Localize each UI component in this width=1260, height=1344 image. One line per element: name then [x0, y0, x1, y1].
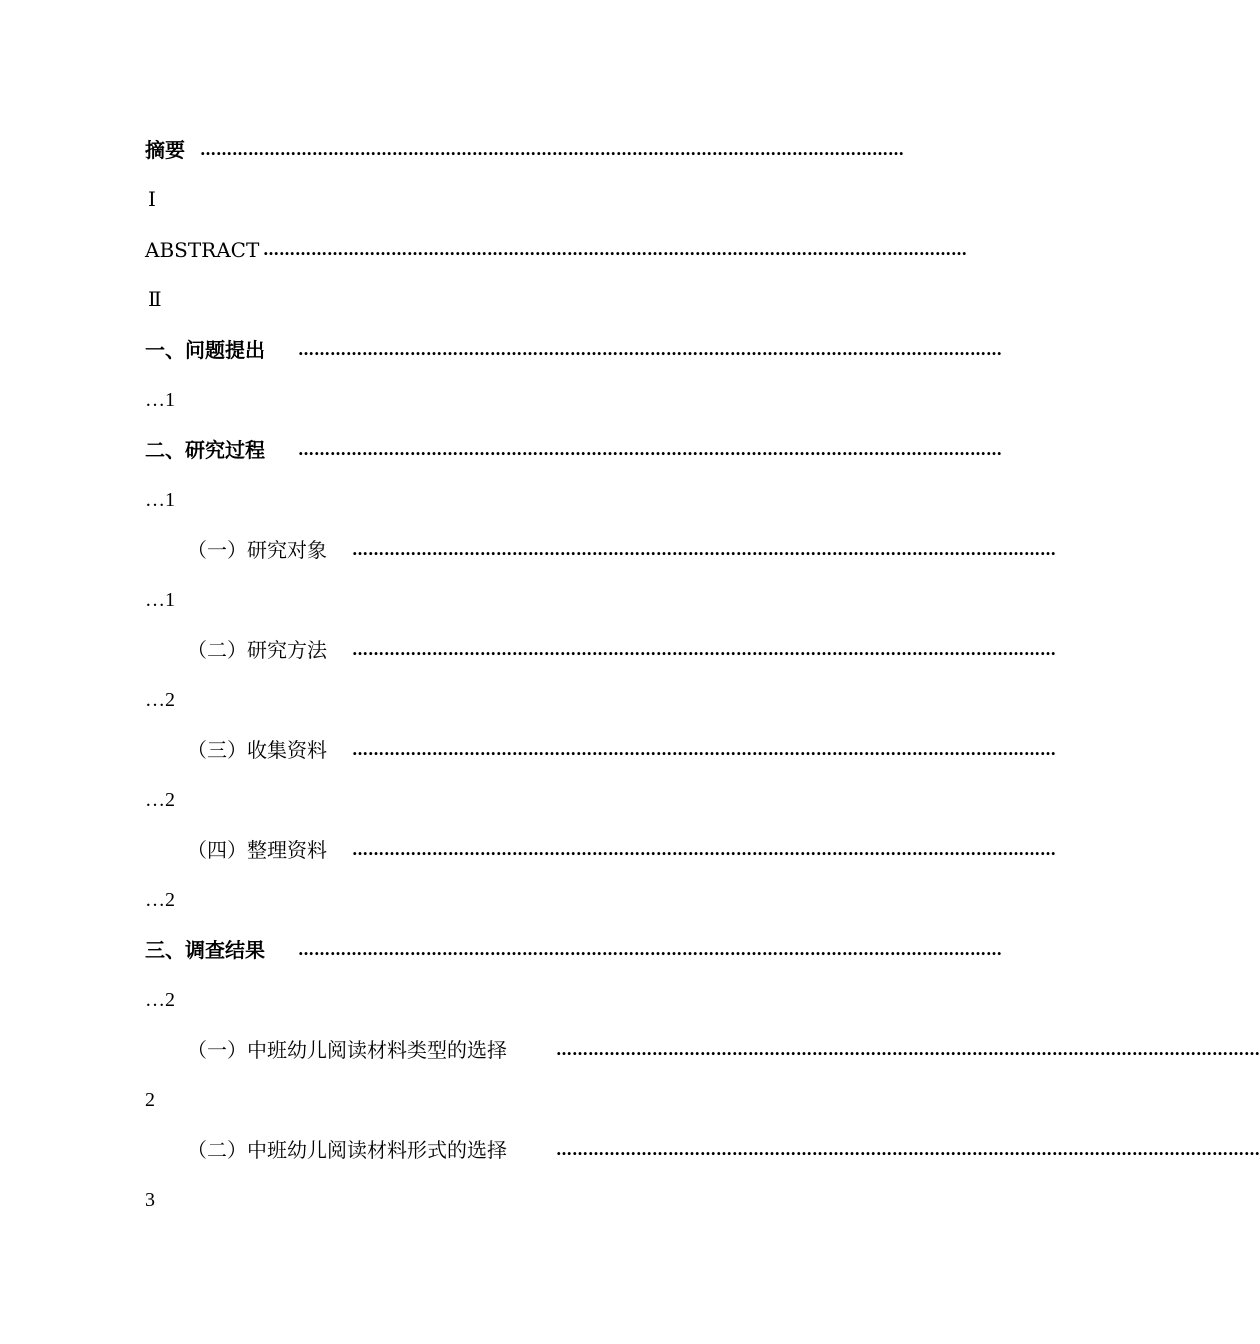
toc-entry-title: （一）中班幼儿阅读材料类型的选择: [187, 1038, 507, 1062]
toc-entry-page: Ⅰ: [148, 189, 156, 211]
toc-entry-page: …1: [145, 589, 175, 611]
toc-leader-dots: ……………………………………………………………………………………………………………………: [556, 1040, 1260, 1059]
toc-entry-page: …2: [145, 789, 175, 811]
toc-entry-page: 3: [145, 1189, 155, 1211]
toc-entry-title: （三）收集资料: [187, 738, 327, 762]
toc-entry-page: 2: [145, 1089, 155, 1111]
toc-leader-dots: ……………………………………………………………………………………………………………………: [352, 740, 1056, 759]
toc-entry-title: 二、研究过程: [145, 438, 265, 462]
toc-leader-dots: ……………………………………………………………………………………………………………………: [263, 240, 967, 259]
toc-entry-title: ABSTRACT: [145, 238, 260, 262]
toc-entry-title: （二）中班幼儿阅读材料形式的选择: [187, 1138, 507, 1162]
toc-entry-title: 摘要: [145, 138, 185, 162]
toc-leader-dots: ……………………………………………………………………………………………………………………: [298, 440, 1002, 459]
toc-entry-title: （二）研究方法: [187, 638, 327, 662]
toc-entry-page: …2: [145, 689, 175, 711]
toc-leader-dots: ……………………………………………………………………………………………………………………: [352, 540, 1056, 559]
toc-entry-title: 三、调查结果: [145, 938, 265, 962]
toc-entry-page: …1: [145, 489, 175, 511]
toc-leader-dots: ……………………………………………………………………………………………………………………: [556, 1140, 1260, 1159]
toc-leader-dots: ……………………………………………………………………………………………………………………: [298, 340, 1002, 359]
toc-leader-dots: ……………………………………………………………………………………………………………………: [352, 840, 1056, 859]
toc-entry-page: Ⅱ: [148, 289, 162, 311]
toc-leader-dots: ……………………………………………………………………………………………………………………: [200, 140, 904, 159]
toc-entry-title: （一）研究对象: [187, 538, 327, 562]
toc-leader-dots: ……………………………………………………………………………………………………………………: [352, 640, 1056, 659]
toc-entry-page: …2: [145, 889, 175, 911]
toc-entry-title: （四）整理资料: [187, 838, 327, 862]
toc-entry-page: …1: [145, 389, 175, 411]
toc-leader-dots: ……………………………………………………………………………………………………………………: [298, 940, 1002, 959]
toc-entry-page: …2: [145, 989, 175, 1011]
toc-entry-title: 一、问题提出: [145, 338, 265, 362]
